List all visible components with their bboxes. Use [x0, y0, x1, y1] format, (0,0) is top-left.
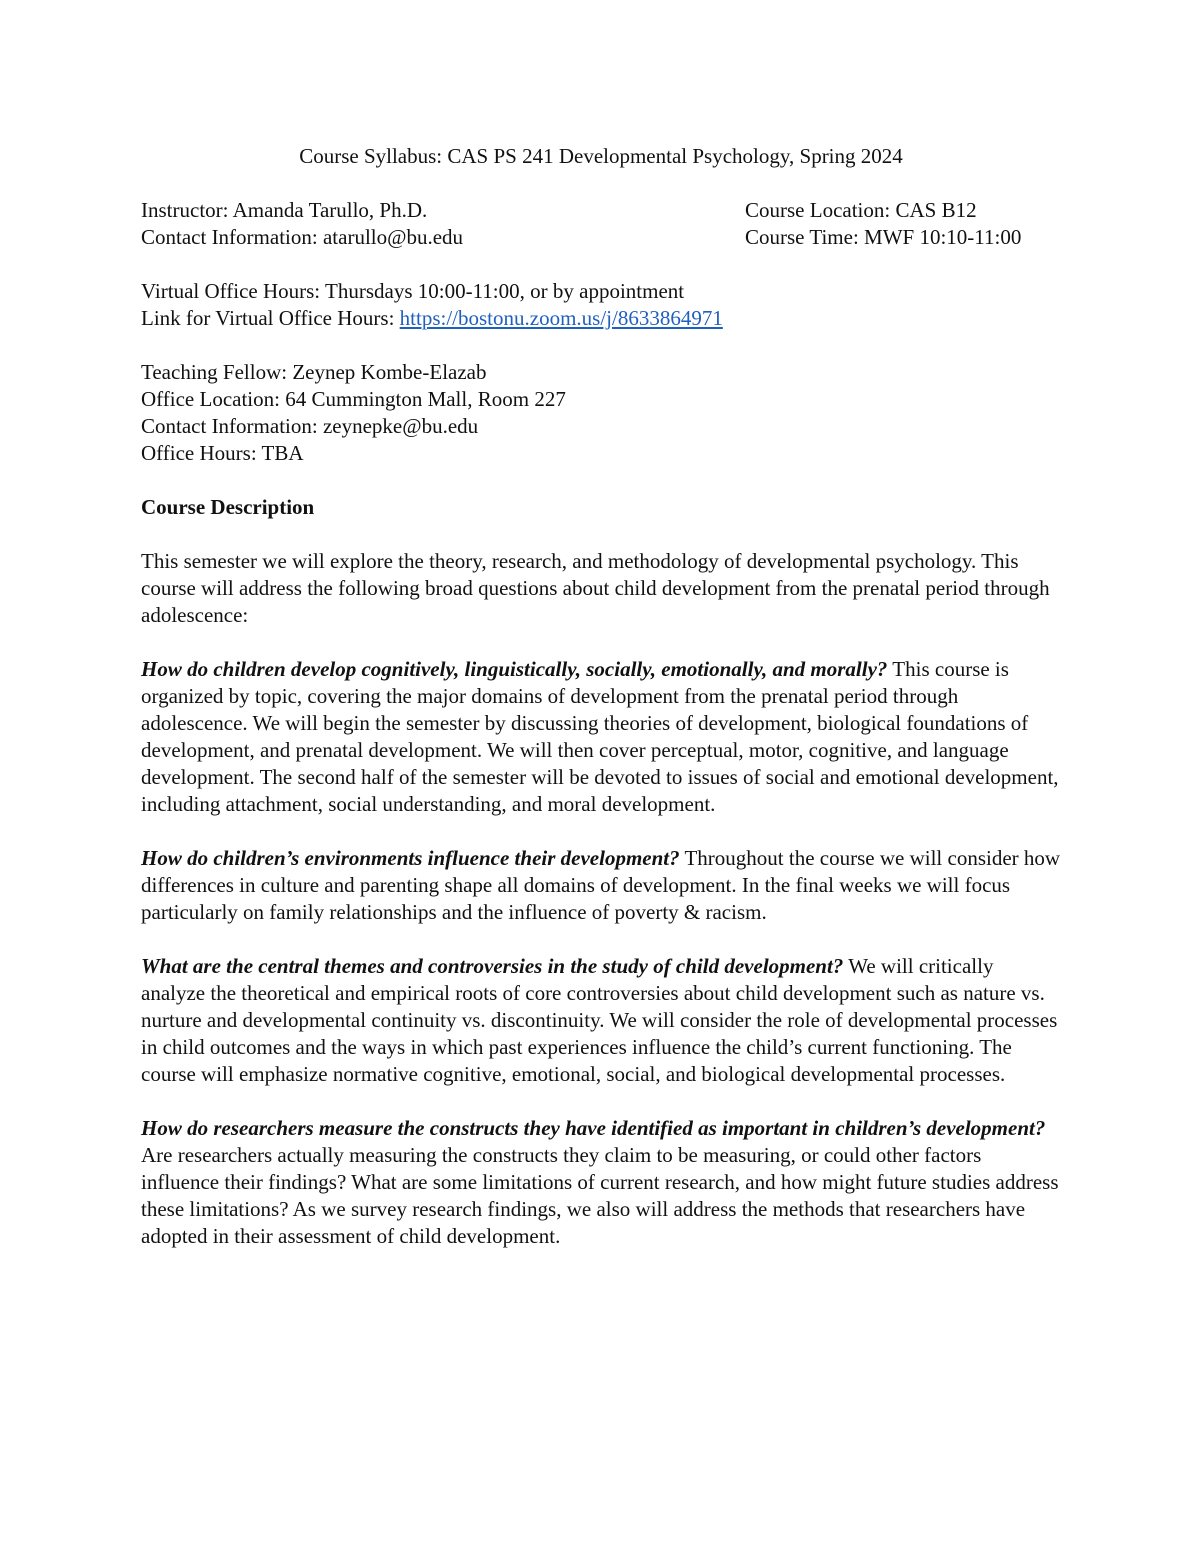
question-paragraph-3: [141, 953, 1061, 1088]
virtual-office-hours: Virtual Office Hours: Thursdays 10:00-11:00, or by appointment: [141, 279, 685, 303]
instructor-email: atarullo@bu.edu: [322, 225, 464, 249]
question-3: What are the central themes and controversies in the study of child development?: [141, 954, 844, 978]
virtual-office-hours-link-line: [141, 305, 1061, 332]
course-description-heading: Course Description: [141, 495, 315, 519]
teaching-fellow-contact: Contact Information: zeynepke@bu.edu: [141, 414, 479, 438]
teaching-fellow-office: Office Location: 64 Cummington Mall, Room 227: [141, 387, 566, 411]
teaching-fellow-name: Teaching Fellow: Zeynep Kombe-Elazab: [141, 360, 487, 384]
question-1: How do children develop cognitively, linguistically, socially, emotionally, and morally?: [141, 657, 888, 681]
zoom-link[interactable]: https://bostonu.zoom.us/j/8633864971: [399, 306, 723, 330]
page-title: Course Syllabus: CAS PS 241 Developmental Psychology, Spring 2024: [299, 144, 903, 168]
question-4-body: Are researchers actually measuring the constructs they claim to be measuring, or could other factors influence their findings? What are some limitations of current research, and how might future studies address these limitations? As we survey research findings, we also will address the methods that researchers have adopted in their assessment of child development.: [141, 1143, 1059, 1248]
instructor-contact: [141, 224, 745, 251]
question-3-body: We will critically analyze the theoretical and empirical roots of core controversies about child development such as nature vs. nurture and developmental continuity vs. discontinuity. We will consider the role of developmental processes in child outcomes and the ways in which past experiences influence the child’s current functioning. The course will emphasize normative cognitive, emotional, social, and biological developmental processes.: [141, 954, 1058, 1086]
question-paragraph-1: [141, 656, 1061, 818]
course-location: Course Location: CAS B12: [745, 198, 977, 222]
question-paragraph-2: [141, 845, 1061, 926]
question-paragraph-4: [141, 1115, 1061, 1250]
virtual-office-hours-link-label: Link for Virtual Office Hours:: [141, 306, 400, 330]
instructor-contact-label: Contact Information:: [141, 225, 323, 249]
office-hours-section: [141, 278, 1061, 332]
question-2: How do children’s environments influence their development?: [141, 846, 680, 870]
course-logistics: [745, 197, 1061, 251]
instructor-info: [141, 197, 745, 251]
course-time: Course Time: MWF 10:10-11:00: [745, 225, 1022, 249]
instructor-section: [141, 197, 1061, 251]
course-description-intro: This semester we will explore the theory, research, and methodology of developmental psychology. This course will address the following broad questions about child development from the prenatal period through adolescence:: [141, 549, 1050, 627]
question-1-body: This course is organized by topic, covering the major domains of development from the prenatal period through adolescence. We will begin the semester by discussing theories of development, biological foundations of development, and prenatal development. We will then cover perceptual, motor, cognitive, and language development. The second half of the semester will be devoted to issues of social and emotional development, including attachment, social understanding, and moral development.: [141, 657, 1059, 816]
question-4: How do researchers measure the constructs they have identified as important in children’s development?: [141, 1116, 1046, 1140]
question-2-body: Throughout the course we will consider how differences in culture and parenting shape all domains of development. In the final weeks we will focus particularly on family relationships and the influence of poverty & racism.: [141, 846, 1061, 924]
teaching-fellow-hours: Office Hours: TBA: [141, 441, 304, 465]
syllabus-page: [141, 143, 1061, 1250]
teaching-fellow-section: [141, 359, 1061, 467]
instructor-name: Instructor: Amanda Tarullo, Ph.D.: [141, 198, 428, 222]
